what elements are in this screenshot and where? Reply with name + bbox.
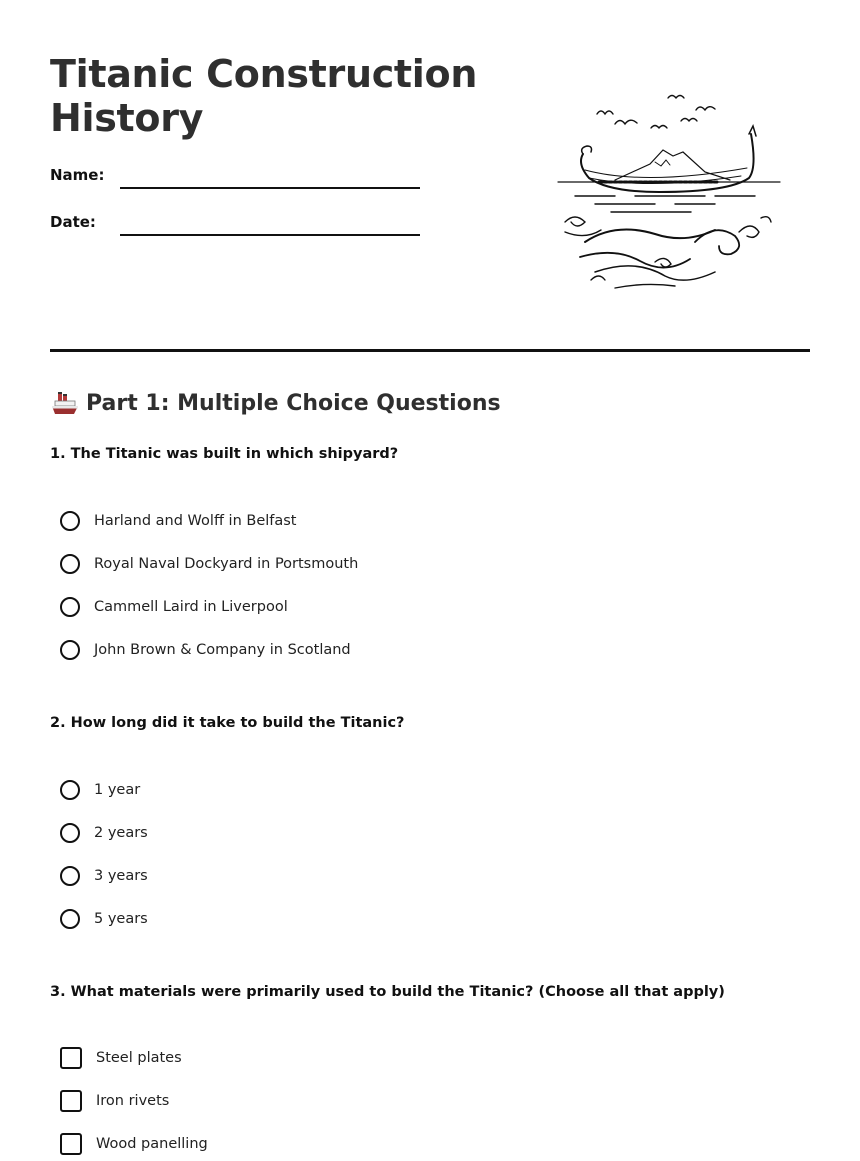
radio-button[interactable] <box>60 866 80 886</box>
worksheet-title: Titanic Construction History <box>50 52 478 140</box>
q1-option-3[interactable] <box>60 597 288 617</box>
q2-option-4[interactable] <box>60 909 148 929</box>
option-label: Steel plates <box>96 1050 182 1066</box>
checkbox[interactable] <box>60 1090 82 1112</box>
option-label: Wood panelling <box>96 1136 208 1152</box>
ship-icon <box>50 388 80 418</box>
option-label: 5 years <box>94 911 148 927</box>
q2-option-2[interactable] <box>60 823 148 843</box>
option-label: 1 year <box>94 782 141 798</box>
q2-option-3[interactable] <box>60 866 148 886</box>
question-2: 2. How long did it take to build the Titanic? <box>50 715 405 731</box>
q1-option-2[interactable] <box>60 554 358 574</box>
radio-button[interactable] <box>60 780 80 800</box>
option-label: Harland and Wolff in Belfast <box>94 513 297 529</box>
part1-heading <box>50 388 501 418</box>
radio-button[interactable] <box>60 640 80 660</box>
question-3: 3. What materials were primarily used to build the Titanic? (Choose all that apply) <box>50 984 725 1000</box>
section-divider <box>50 349 810 352</box>
q3-option-3[interactable] <box>60 1133 208 1155</box>
checkbox[interactable] <box>60 1047 82 1069</box>
radio-button[interactable] <box>60 823 80 843</box>
q3-option-1[interactable] <box>60 1047 182 1069</box>
option-label: 3 years <box>94 868 148 884</box>
q1-option-1[interactable] <box>60 511 297 531</box>
radio-button[interactable] <box>60 909 80 929</box>
option-label: Royal Naval Dockyard in Portsmouth <box>94 556 359 572</box>
radio-button[interactable] <box>60 554 80 574</box>
ship-on-sea-illustration <box>555 92 785 297</box>
radio-button[interactable] <box>60 511 80 531</box>
option-label: John Brown & Company in Scotland <box>94 642 351 658</box>
date-field[interactable] <box>120 234 420 236</box>
option-label: 2 years <box>94 825 148 841</box>
name-field[interactable] <box>120 187 420 189</box>
checkbox[interactable] <box>60 1133 82 1155</box>
option-label: Cammell Laird in Liverpool <box>94 599 288 615</box>
q1-option-4[interactable] <box>60 640 351 660</box>
option-label: Iron rivets <box>96 1093 170 1109</box>
date-label: Date: <box>50 213 96 231</box>
part1-heading-text: Part 1: Multiple Choice Questions <box>86 390 501 416</box>
q2-option-1[interactable] <box>60 780 140 800</box>
question-1: 1. The Titanic was built in which shipyard? <box>50 446 399 462</box>
q3-option-2[interactable] <box>60 1090 169 1112</box>
name-label: Name: <box>50 166 105 184</box>
radio-button[interactable] <box>60 597 80 617</box>
